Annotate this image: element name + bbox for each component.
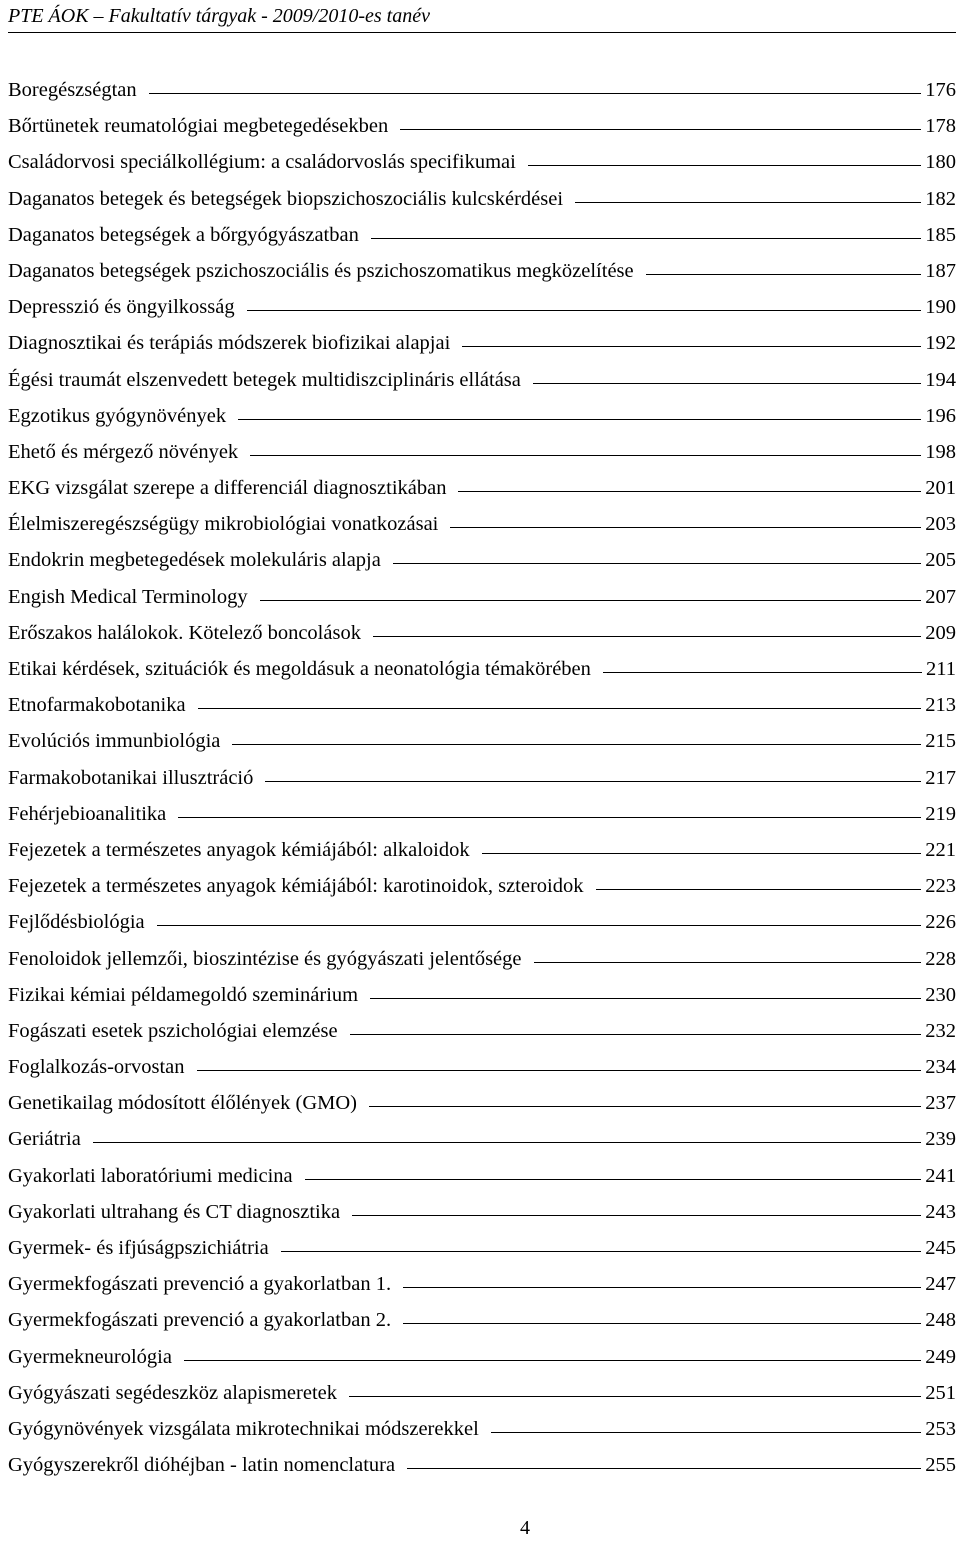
toc-entry <box>8 1339 956 1375</box>
toc-entry <box>8 434 956 470</box>
toc-entry-title: Gyógyászati segédeszköz alapismeretek <box>8 1381 338 1404</box>
toc-leader-line <box>247 310 922 311</box>
toc-leader-line <box>462 346 921 347</box>
toc-leader-line <box>403 1323 921 1324</box>
toc-entry-title: Etikai kérdések, szituációk és megoldásuk a neonatológia témakörében <box>8 658 591 680</box>
toc-entry-page: 211 <box>926 658 956 680</box>
toc-leader-line <box>603 672 922 673</box>
toc-entry-title: Daganatos betegségek pszichoszociális és pszichoszomatikus megközelítése <box>8 259 634 282</box>
toc-entry-title: Fenoloidok jellemzői, bioszintézise és gyógyászati jelentősége <box>8 947 522 970</box>
toc-leader-line <box>369 1106 921 1107</box>
toc-entry <box>8 579 956 615</box>
toc-leader-line <box>482 853 922 854</box>
toc-entry-title: Gyógynövények vizsgálata mikrotechnikai módszerekkel <box>8 1417 479 1440</box>
toc-entry-page: 198 <box>925 440 956 463</box>
toc-entry-page: 182 <box>925 187 956 210</box>
toc-entry <box>8 1230 956 1266</box>
toc-entry-page: 190 <box>925 296 956 319</box>
toc-entry-title: Fogászati esetek pszichológiai elemzése <box>8 1019 338 1042</box>
toc-leader-line <box>281 1251 922 1252</box>
toc-entry-title: Fejlődésbiológia <box>8 911 145 934</box>
toc-leader-line <box>184 1360 921 1361</box>
toc-leader-line <box>575 202 921 203</box>
page-number: 4 <box>520 1517 530 1539</box>
toc-leader-line <box>197 1070 922 1071</box>
toc-leader-line <box>373 636 921 637</box>
toc-leader-line <box>400 129 921 130</box>
toc-entry-title: Gyermekneurológia <box>8 1345 172 1368</box>
toc-entry-title: Bőrtünetek reumatológiai megbetegedésekben <box>8 115 389 138</box>
toc-entry <box>8 1085 956 1121</box>
toc-leader-line <box>350 1034 922 1035</box>
toc-entry <box>8 796 956 832</box>
toc-entry-page: 249 <box>925 1345 956 1368</box>
toc-entry-page: 255 <box>925 1454 956 1477</box>
toc-entry-title: Családorvosi speciálkollégium: a családorvoslás specifikumai <box>8 151 516 174</box>
toc-entry <box>8 1121 956 1157</box>
toc-entry-page: 213 <box>925 694 956 717</box>
toc-entry-title: Gyermek- és ifjúságpszichiátria <box>8 1237 269 1259</box>
toc-leader-line <box>93 1142 921 1143</box>
toc-entry <box>8 651 956 687</box>
toc-entry <box>8 904 956 940</box>
toc-leader-line <box>157 925 922 926</box>
toc-leader-line <box>198 708 922 709</box>
toc-entry <box>8 506 956 542</box>
toc-entry-page: 223 <box>925 875 956 898</box>
toc-leader-line <box>534 962 922 963</box>
toc-entry-title: Ehető és mérgező növények <box>8 440 239 463</box>
toc-entry-page: 247 <box>925 1273 956 1296</box>
toc-leader-line <box>149 93 922 94</box>
table-of-contents <box>8 72 956 1483</box>
toc-entry <box>8 1013 956 1049</box>
toc-entry <box>8 144 956 180</box>
toc-entry <box>8 108 956 144</box>
toc-entry-page: 176 <box>925 79 956 101</box>
toc-entry-title: Gyógyszerekről dióhéjban - latin nomenclatura <box>8 1454 396 1477</box>
toc-entry-title: Endokrin megbetegedések molekuláris alapja <box>8 549 381 572</box>
toc-entry <box>8 1158 956 1194</box>
toc-leader-line <box>596 889 922 890</box>
toc-entry-title: Gyakorlati ultrahang és CT diagnosztika <box>8 1200 341 1223</box>
toc-entry-page: 187 <box>925 259 956 282</box>
toc-entry-page: 219 <box>925 802 956 825</box>
toc-entry-page: 205 <box>925 549 956 572</box>
toc-entry <box>8 868 956 904</box>
toc-leader-line <box>265 781 921 782</box>
toc-entry-title: Genetikailag módosított élőlények (GMO) <box>8 1092 357 1115</box>
toc-leader-line <box>238 419 921 420</box>
toc-leader-line <box>403 1287 921 1288</box>
toc-entry-page: 230 <box>925 983 956 1006</box>
toc-entry <box>8 1049 956 1085</box>
toc-entry-title: Gyermekfogászati prevenció a gyakorlatban 1. <box>8 1273 392 1296</box>
toc-entry-page: 192 <box>925 332 956 355</box>
toc-leader-line <box>407 1468 921 1469</box>
toc-entry-title: Etnofarmakobotanika <box>8 694 186 717</box>
toc-entry-page: 253 <box>925 1417 956 1440</box>
toc-leader-line <box>450 527 921 528</box>
toc-entry-title: Daganatos betegségek a bőrgyógyászatban <box>8 223 359 246</box>
toc-entry-title: Égési traumát elszenvedett betegek multidiszciplináris ellátása <box>8 368 521 391</box>
toc-leader-line <box>349 1396 921 1397</box>
toc-entry-title: Fizikai kémiai példamegoldó szeminárium <box>8 983 359 1006</box>
toc-leader-line <box>250 455 921 456</box>
toc-entry <box>8 977 956 1013</box>
toc-leader-line <box>528 165 921 166</box>
toc-entry-page: 232 <box>925 1019 956 1042</box>
toc-entry <box>8 941 956 977</box>
toc-entry <box>8 1194 956 1230</box>
toc-entry-page: 221 <box>925 838 956 861</box>
toc-entry-title: Diagnosztikai és terápiás módszerek biofizikai alapjai <box>8 332 451 355</box>
toc-leader-line <box>533 383 921 384</box>
toc-leader-line <box>232 744 921 745</box>
toc-entry <box>8 1266 956 1302</box>
toc-entry-page: 201 <box>925 477 956 500</box>
toc-entry-title: Egzotikus gyógynövények <box>8 404 227 427</box>
toc-entry-title: Gyakorlati laboratóriumi medicina <box>8 1164 293 1187</box>
toc-entry-page: 245 <box>925 1237 956 1259</box>
toc-entry-page: 185 <box>925 223 956 246</box>
toc-entry <box>8 181 956 217</box>
toc-entry <box>8 1411 956 1447</box>
toc-entry-title: Fehérjebioanalitika <box>8 802 167 825</box>
toc-leader-line <box>352 1215 921 1216</box>
running-header: PTE ÁOK – Fakultatív tárgyak - 2009/2010-es tanév <box>8 5 430 27</box>
toc-entry-title: Geriátria <box>8 1128 81 1151</box>
toc-entry-title: Farmakobotanikai illusztráció <box>8 766 254 789</box>
toc-entry-title: Fejezetek a természetes anyagok kémiájából: karotinoidok, szteroidok <box>8 875 584 898</box>
toc-entry-page: 203 <box>925 513 956 536</box>
toc-entry <box>8 687 956 723</box>
toc-entry-page: 178 <box>925 115 956 138</box>
toc-entry <box>8 72 956 108</box>
toc-entry-page: 243 <box>925 1200 956 1223</box>
toc-entry <box>8 325 956 361</box>
toc-entry <box>8 760 956 796</box>
toc-leader-line <box>370 998 921 999</box>
toc-leader-line <box>260 600 922 601</box>
toc-entry-title: Daganatos betegek és betegségek biopszichoszociális kulcskérdései <box>8 187 564 210</box>
toc-entry-title: Gyermekfogászati prevenció a gyakorlatban 2. <box>8 1309 392 1332</box>
toc-entry-page: 217 <box>925 766 956 789</box>
toc-entry-page: 241 <box>925 1164 956 1187</box>
toc-entry <box>8 723 956 759</box>
toc-leader-line <box>393 563 921 564</box>
toc-entry-page: 237 <box>925 1092 956 1115</box>
toc-entry <box>8 1375 956 1411</box>
toc-entry-title: EKG vizsgálat szerepe a differenciál diagnosztikában <box>8 477 447 500</box>
toc-entry-page: 251 <box>925 1381 956 1404</box>
toc-entry-page: 234 <box>925 1056 956 1079</box>
toc-leader-line <box>305 1179 922 1180</box>
toc-entry-page: 226 <box>925 911 956 934</box>
toc-leader-line <box>371 238 921 239</box>
toc-entry-title: Evolúciós immunbiológia <box>8 730 221 753</box>
toc-leader-line <box>178 817 921 818</box>
toc-entry-page: 194 <box>925 368 956 391</box>
toc-entry-page: 180 <box>925 151 956 174</box>
toc-entry-page: 209 <box>925 621 956 644</box>
toc-entry <box>8 217 956 253</box>
toc-entry-page: 228 <box>925 947 956 970</box>
toc-entry-title: Engish Medical Terminology <box>8 585 248 608</box>
toc-leader-line <box>646 274 922 275</box>
toc-entry-page: 248 <box>925 1309 956 1332</box>
toc-entry-page: 196 <box>925 404 956 427</box>
toc-entry <box>8 615 956 651</box>
toc-entry <box>8 1302 956 1338</box>
toc-entry <box>8 398 956 434</box>
toc-entry-title: Boregészségtan <box>8 79 137 101</box>
toc-entry-title: Fejezetek a természetes anyagok kémiájából: alkaloidok <box>8 838 470 861</box>
toc-leader-line <box>458 491 921 492</box>
toc-entry-page: 239 <box>925 1128 956 1151</box>
toc-entry-page: 207 <box>925 585 956 608</box>
toc-entry <box>8 1447 956 1483</box>
toc-entry <box>8 542 956 578</box>
toc-entry <box>8 832 956 868</box>
toc-entry-title: Élelmiszeregészségügy mikrobiológiai vonatkozásai <box>8 513 439 536</box>
header-rule <box>8 32 956 33</box>
toc-entry-page: 215 <box>925 730 956 753</box>
toc-leader-line <box>491 1432 921 1433</box>
toc-entry <box>8 470 956 506</box>
toc-entry-title: Foglalkozás-orvostan <box>8 1056 185 1079</box>
toc-entry <box>8 289 956 325</box>
toc-entry-title: Depresszió és öngyilkosság <box>8 296 235 319</box>
toc-entry <box>8 253 956 289</box>
toc-entry-title: Erőszakos halálokok. Kötelező boncolások <box>8 621 361 644</box>
toc-entry <box>8 362 956 398</box>
